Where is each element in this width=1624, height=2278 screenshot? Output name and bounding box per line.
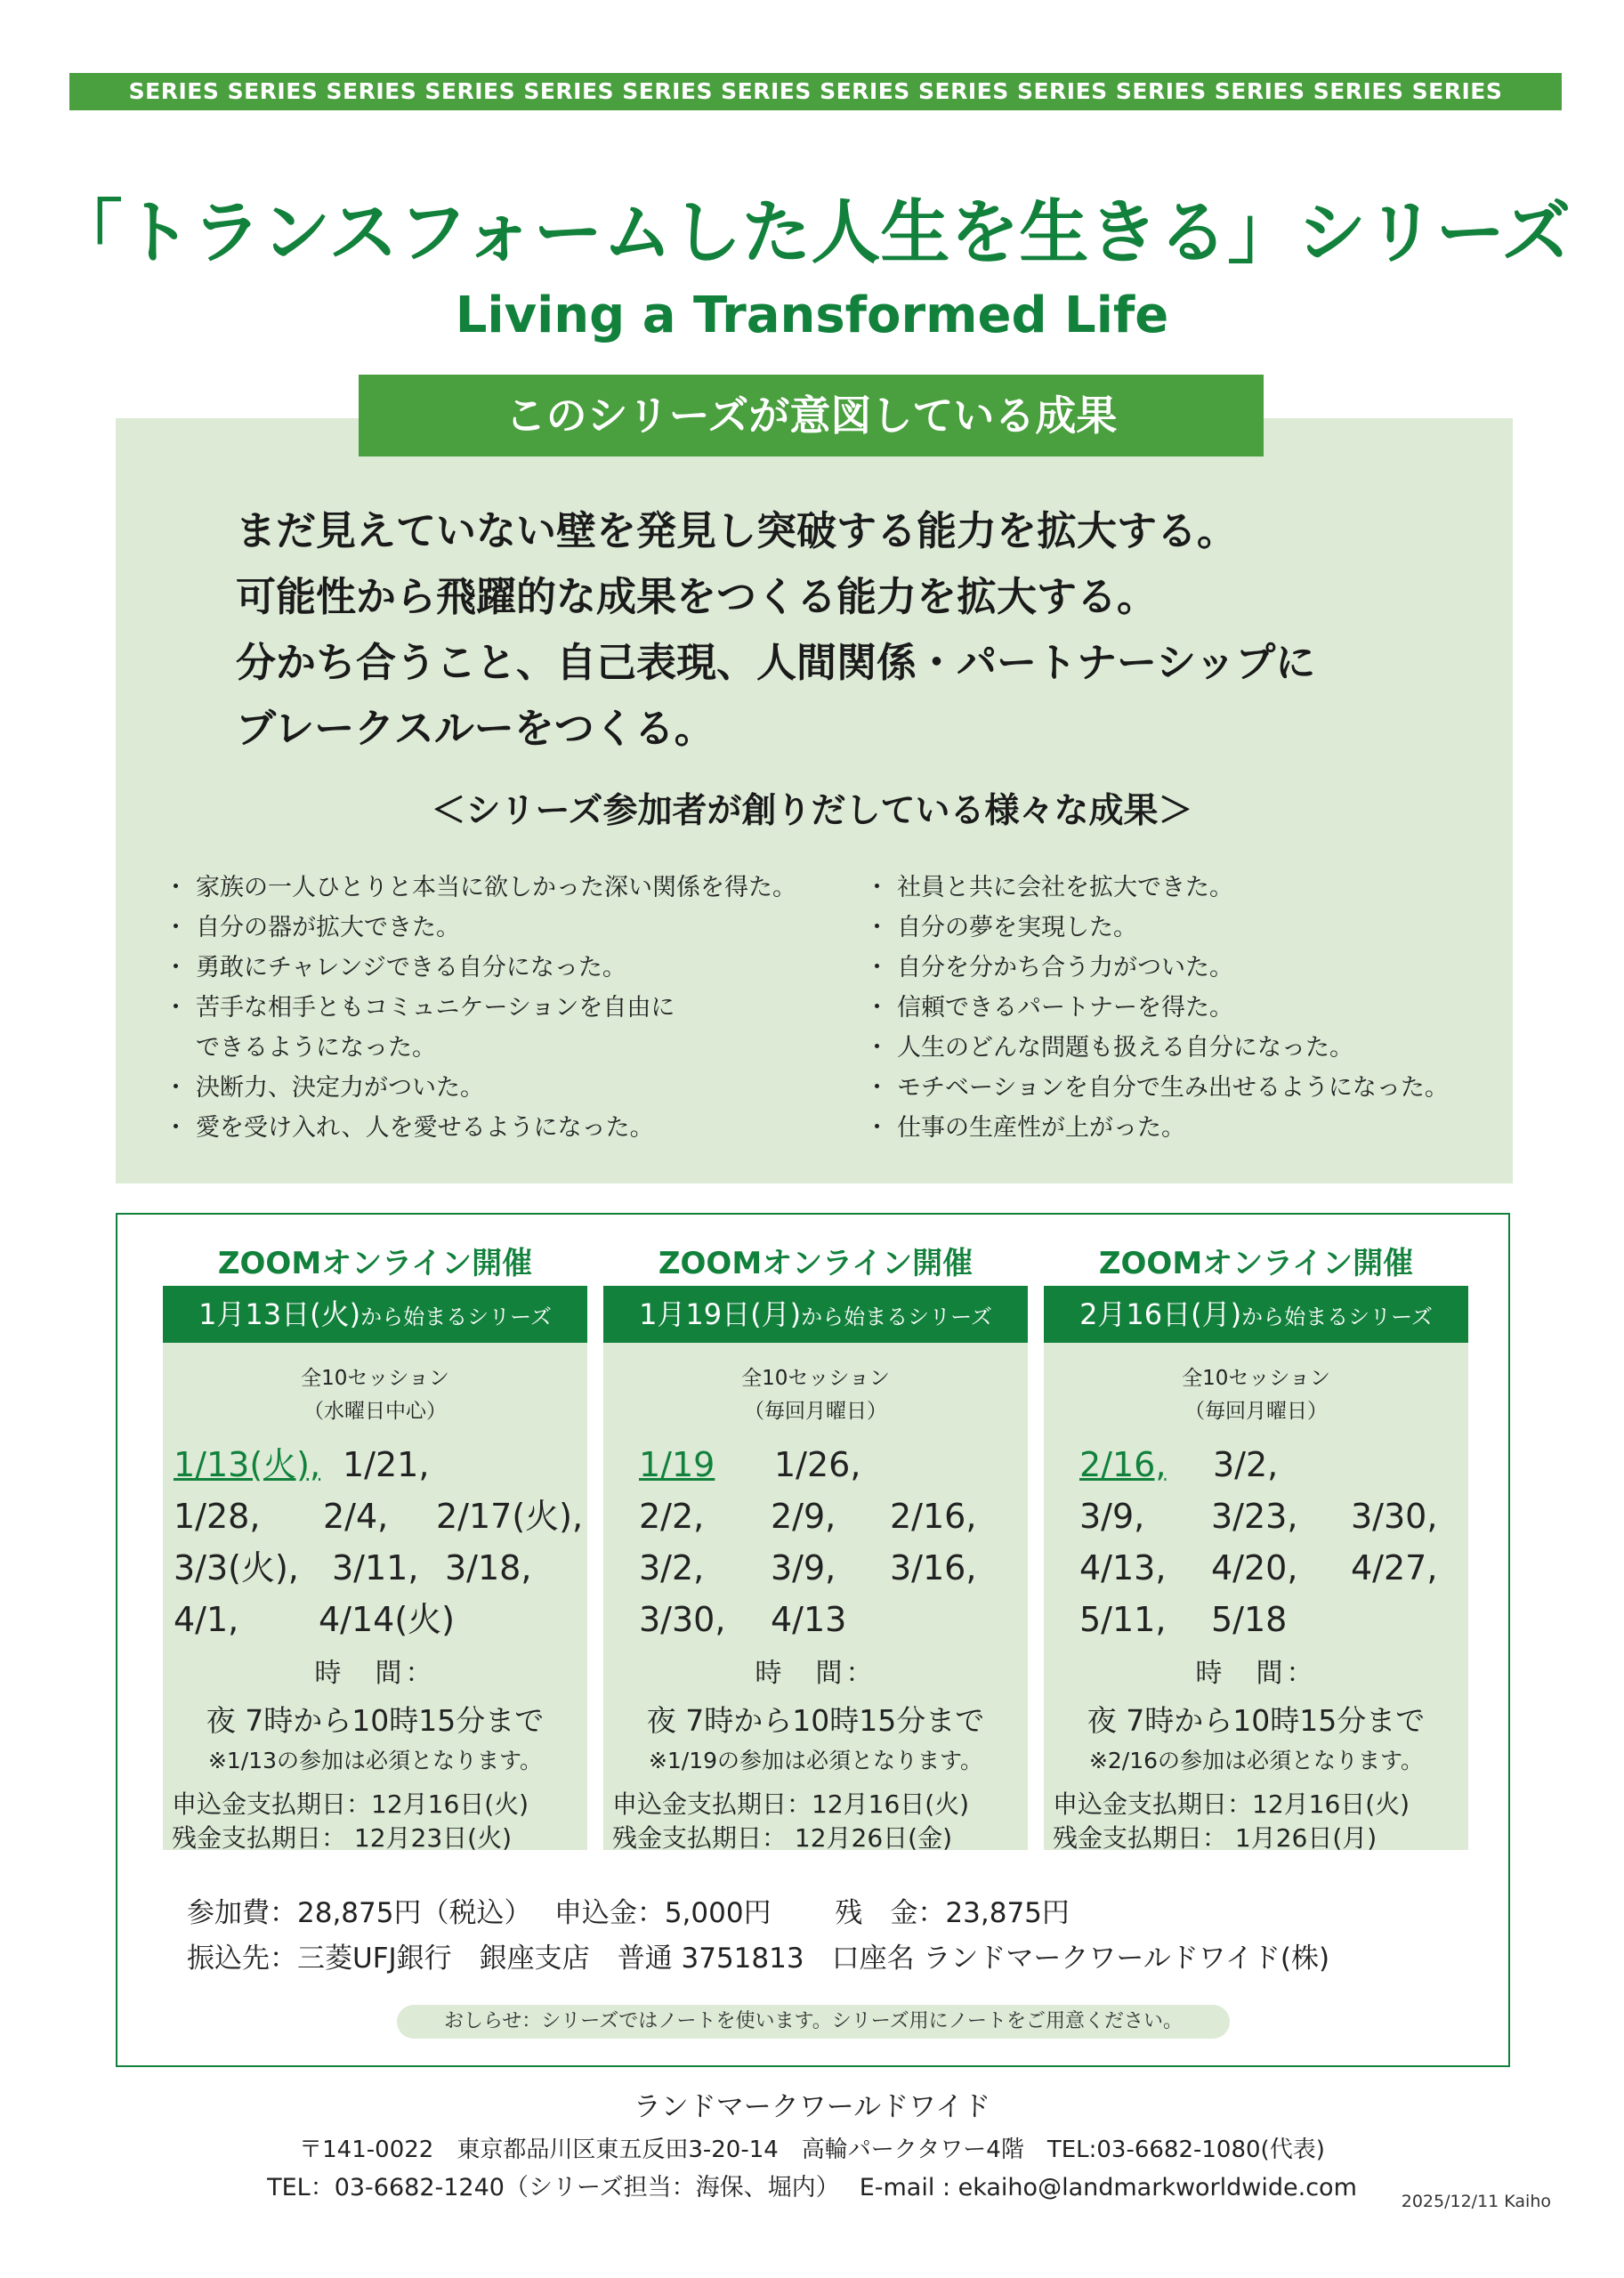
time-value: 夜 7時から10時15分まで <box>646 1703 985 1738</box>
session-date: 1/21, <box>343 1445 430 1484</box>
start-date: 1月19日(月) <box>639 1297 802 1331</box>
session-date: 3/9, <box>1079 1497 1145 1536</box>
zoom-online-label: ZOOMオンライン開催 <box>658 1246 974 1281</box>
deposit-due: 申込金支払期日：12月16日(火) <box>1053 1789 1410 1819</box>
results-list-left <box>164 868 796 1148</box>
session-date: 2/2, <box>639 1497 705 1536</box>
session-date: 1/26, <box>774 1445 861 1484</box>
required-note: ※1/19の参加は必須となります。 <box>648 1748 983 1773</box>
start-date: 2月16日(月) <box>1079 1297 1242 1331</box>
session-date-first: 2/16, <box>1079 1445 1167 1484</box>
session-date: 4/27, <box>1351 1548 1438 1587</box>
session-date: 4/14(火) <box>319 1600 455 1639</box>
list-item: ・ 勇敢にチャレンジできる自分になった。 <box>164 948 796 988</box>
list-item: ・ 人生のどんな問題も扱える自分になった。 <box>865 1028 1449 1068</box>
session-date: 5/18 <box>1211 1600 1288 1639</box>
bank-transfer-info: 振込先：三菱UFJ銀行 銀座支店 普通 3751813 口座名 ランドマークワールドワイド(株) <box>187 1943 1330 1975</box>
list-item: ・ 仕事の生産性が上がった。 <box>865 1108 1449 1148</box>
balance-due: 残金支払期日： 12月23日(火) <box>172 1823 513 1853</box>
list-item: ・ モチベーションを自分で生み出せるようになった。 <box>865 1068 1449 1108</box>
time-label: 時 間： <box>1195 1658 1317 1689</box>
session-count <box>603 1343 1028 1428</box>
session-date: 4/13, <box>1079 1548 1167 1587</box>
payment-deadlines <box>612 1788 969 1855</box>
session-date: 4/20, <box>1211 1548 1298 1587</box>
schedule-body <box>603 1343 1028 1853</box>
series-start-bar <box>163 1286 587 1343</box>
zoom-online-label: ZOOMオンライン開催 <box>1098 1246 1414 1281</box>
start-suffix: から始まるシリーズ <box>1241 1305 1433 1329</box>
session-date: 2/9, <box>771 1497 836 1536</box>
session-date: 3/11, <box>332 1548 419 1587</box>
session-day-note: （毎回月曜日） <box>744 1400 887 1423</box>
session-date: 3/18, <box>445 1548 532 1587</box>
page-title-jp: 「トランスフォームした人生を生きる」シリーズ <box>53 193 1571 273</box>
required-note: ※2/16の参加は必須となります。 <box>1088 1748 1424 1773</box>
list-item: ・ 自分の器が拡大できた。 <box>164 908 796 948</box>
schedule-column-feb16 <box>1044 1241 1468 1853</box>
list-item: ・ 自分を分かち合う力がついた。 <box>865 948 1449 988</box>
list-item-continuation: できるようになった。 <box>196 1034 436 1062</box>
series-start-bar <box>1044 1286 1468 1343</box>
time-label: 時 間： <box>314 1658 436 1689</box>
session-date-first: 1/13(火), <box>174 1445 321 1484</box>
series-start-bar <box>603 1286 1028 1343</box>
session-date: 2/16, <box>890 1497 977 1536</box>
session-day-note: （毎回月曜日） <box>1184 1400 1328 1423</box>
session-date: 4/1, <box>174 1600 239 1639</box>
session-date: 2/4, <box>323 1497 389 1536</box>
list-item: ・ 社員と共に会社を拡大できた。 <box>865 868 1449 908</box>
balance-due: 残金支払期日： 1月26日(月) <box>1053 1823 1378 1853</box>
outcome-line: ブレークスルーをつくる。 <box>236 705 715 752</box>
outcome-header: このシリーズが意図している成果 <box>359 375 1264 456</box>
session-date: 3/23, <box>1211 1497 1298 1536</box>
session-count-text: 全10セッション <box>301 1367 449 1390</box>
footer-company: ランドマークワールドワイド <box>633 2091 991 2123</box>
outcome-statements <box>236 498 1499 762</box>
list-item: ・ 苦手な相手ともコミュニケーションを自由に <box>164 988 796 1028</box>
session-date: 3/30, <box>1351 1497 1438 1536</box>
session-date: 1/28, <box>174 1497 261 1536</box>
list-item: ・ 愛を受け入れ、人を愛せるようになった。 <box>164 1108 796 1148</box>
session-day-note: （水曜日中心） <box>303 1400 447 1423</box>
page-title-en: Living a Transformed Life <box>455 287 1169 344</box>
results-heading: ＜シリーズ参加者が創りだしている様々な成果＞ <box>431 791 1193 831</box>
session-count-text: 全10セッション <box>741 1367 890 1390</box>
time-value: 夜 7時から10時15分まで <box>1087 1703 1426 1738</box>
deposit-due: 申込金支払期日：12月16日(火) <box>172 1789 529 1819</box>
schedule-body <box>163 1343 587 1853</box>
start-suffix: から始まるシリーズ <box>801 1305 992 1329</box>
outcome-line: まだ見えていない壁を発見し突破する能力を拡大する。 <box>236 507 1238 554</box>
balance-due: 残金支払期日： 12月26日(金) <box>612 1823 953 1853</box>
session-date: 3/30, <box>639 1600 726 1639</box>
document-stamp: 2025/12/11 Kaiho <box>1401 2192 1551 2211</box>
session-count <box>1044 1343 1468 1428</box>
payment-deadlines <box>172 1788 529 1855</box>
session-date: 4/13 <box>771 1600 847 1639</box>
session-date: 3/9, <box>771 1548 836 1587</box>
schedule-body <box>1044 1343 1468 1853</box>
schedule-column-jan13 <box>163 1241 587 1853</box>
footer-contact: TEL：03-6682-1240（シリーズ担当：海保、堀内） E-mail : ekaiho@landmarkworldwide.com <box>267 2174 1357 2201</box>
notice-pill: おしらせ：シリーズではノートを使います。シリーズ用にノートをご用意ください。 <box>397 2005 1230 2039</box>
start-suffix: から始まるシリーズ <box>360 1305 552 1329</box>
session-date: 3/16, <box>890 1548 977 1587</box>
outcome-line: 可能性から飛躍的な成果をつくる能力を拡大する。 <box>236 573 1158 620</box>
start-date: 1月13日(火) <box>198 1297 361 1331</box>
session-date: 3/2, <box>1213 1445 1279 1484</box>
session-date: 3/2, <box>639 1548 705 1587</box>
schedule-column-jan19 <box>603 1241 1028 1853</box>
time-label: 時 間： <box>755 1658 877 1689</box>
required-note: ※1/13の参加は必須となります。 <box>207 1748 543 1773</box>
session-date-first: 1/19 <box>639 1445 715 1484</box>
session-date: 3/3(火), <box>174 1548 299 1587</box>
series-banner: SERIES SERIES SERIES SERIES SERIES SERIES SERIES SERIES SERIES SERIES SERIES SERIES SERIES SERIES <box>69 73 1562 110</box>
footer-address: 〒141-0022 東京都品川区東五反田3-20-14 高輪パークタワー4階 TEL:03-6682-1080(代表) <box>299 2137 1325 2163</box>
session-count-text: 全10セッション <box>1182 1367 1330 1390</box>
list-item: ・ 決断力、決定力がついた。 <box>164 1068 796 1108</box>
session-date: 5/11, <box>1079 1600 1167 1639</box>
fee-summary: 参加費：28,875円（税込） 申込金：5,000円 残 金：23,875円 <box>187 1897 1070 1929</box>
list-item: ・ 自分の夢を実現した。 <box>865 908 1449 948</box>
zoom-online-label: ZOOMオンライン開催 <box>217 1246 533 1281</box>
results-list-right <box>865 868 1449 1148</box>
time-value: 夜 7時から10時15分まで <box>206 1703 545 1738</box>
deposit-due: 申込金支払期日：12月16日(火) <box>612 1789 970 1819</box>
list-item: ・ 信頼できるパートナーを得た。 <box>865 988 1449 1028</box>
session-count <box>163 1343 587 1428</box>
outcome-line: 分かち合うこと、自己表現、人間関係・パートナーシップに <box>236 639 1316 686</box>
list-item: ・ 家族の一人ひとりと本当に欲しかった深い関係を得た。 <box>164 868 796 908</box>
session-date: 2/17(火), <box>436 1497 584 1536</box>
payment-deadlines <box>1053 1788 1410 1855</box>
